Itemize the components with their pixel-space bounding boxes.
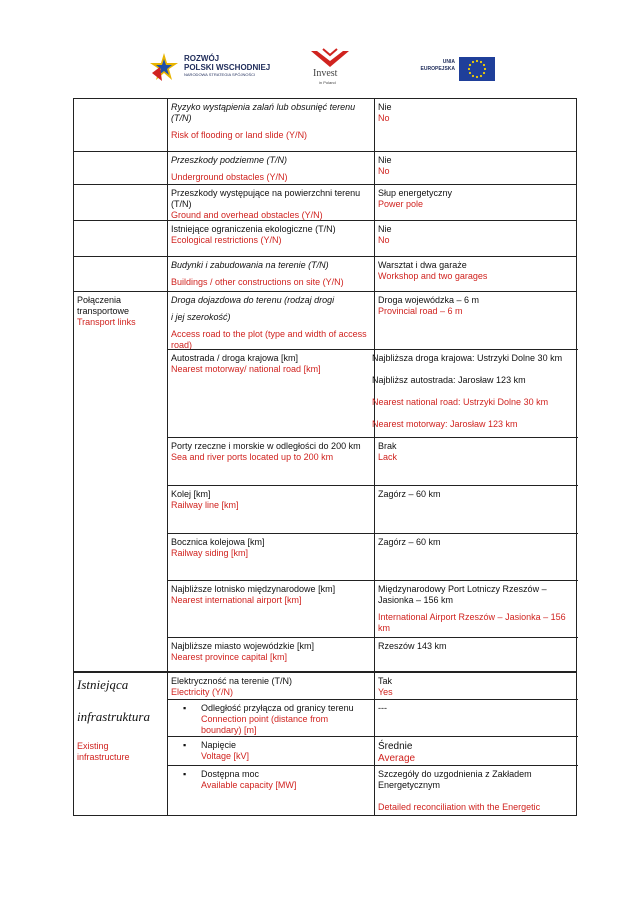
- motorway-value-pl-2: Najbliższ autostrada: Jarosław 123 km: [372, 375, 526, 385]
- table-row-airport: [167, 580, 578, 637]
- flood-risk-label-pl: Ryzyko wystąpienia zalań lub obsunięć terenu (T/N): [171, 102, 356, 123]
- connection-label-pl: ▪ Odległość przyłącza od granicy terenu: [171, 703, 371, 714]
- surface-obstacles-value-en: Power pole: [378, 199, 424, 209]
- capacity-label-pl: ▪ Dostępna moc: [171, 769, 371, 780]
- logo2-sub: in Poland: [319, 80, 336, 85]
- buildings-label-en: Buildings / other constructions on site (Y/N): [171, 277, 344, 287]
- buildings-label-pl: Budynki i zabudowania na terenie (T/N): [171, 260, 329, 270]
- motorway-label-pl: Autostrada / droga krajowa [km]: [171, 353, 299, 363]
- table-row-ports: [167, 437, 578, 485]
- table-row-province-capital: [167, 637, 578, 671]
- ecological-label-en: Ecological restrictions (Y/N): [171, 235, 282, 245]
- capital-value-pl: Rzeszów 143 km: [378, 641, 447, 651]
- ecological-label-pl: Istniejące ograniczenia ekologiczne (T/N): [171, 224, 336, 234]
- underground-label-pl: Przeszkody podziemne (T/N): [171, 155, 288, 165]
- infrastructure-section-label-pl-2: infrastruktura: [77, 709, 150, 724]
- ports-label-en: Sea and river ports located up to 200 km: [171, 452, 334, 462]
- siding-value-pl: Zagórz – 60 km: [378, 537, 441, 547]
- table-row-voltage: [167, 736, 578, 765]
- buildings-value-pl: Warsztat i dwa garaże: [378, 260, 467, 270]
- header-logos: [0, 0, 638, 96]
- table-row-flood-risk: [74, 99, 576, 151]
- invest-swoosh-icon: [303, 47, 357, 69]
- table-row-buildings: [74, 256, 576, 291]
- rozwoj-polski-wschodniej-logo: [148, 51, 288, 85]
- flood-risk-value-pl: Nie: [378, 102, 392, 112]
- capital-label-pl: Najbliższe miasto wojewódzkie [km]: [171, 641, 315, 651]
- unia-europejska-logo: [415, 57, 495, 83]
- logo1-line2: POLSKI WSCHODNIEJ: [184, 63, 271, 72]
- underground-value-en: No: [378, 166, 390, 176]
- ports-value-en: Lack: [378, 452, 398, 462]
- motorway-value-en-2: Nearest motorway: Jarosław 123 km: [372, 419, 518, 429]
- access-road-label-en: Access road to the plot (type and width of access road): [171, 329, 367, 349]
- table-row-railway-siding: [167, 533, 578, 580]
- logo1-line3: NARODOWA STRATEGIA SPÓJNOŚCI: [184, 72, 256, 77]
- capital-label-en: Nearest province capital [km]: [171, 652, 288, 662]
- ecological-value-en: No: [378, 235, 390, 245]
- capacity-value-pl: Szczegóły do uzgodnienia z Zakładem Energetycznym: [378, 769, 532, 790]
- table-row-access-road: [74, 291, 576, 349]
- eu-flag-icon: [459, 57, 495, 81]
- surface-obstacles-value-pl: Słup energetyczny: [378, 188, 453, 198]
- voltage-label-en: Voltage [kV]: [201, 751, 250, 761]
- transport-section-label-en: Transport links: [77, 317, 136, 327]
- airport-label-en: Nearest international airport [km]: [171, 595, 302, 605]
- logo2-main: Invest: [313, 68, 338, 79]
- airport-value-en: International Airport Rzeszów – Jasionka – 156 km: [378, 612, 566, 633]
- access-road-label-pl-2: i jej szerokość): [171, 312, 231, 322]
- motorway-value-en-1: Nearest national road: Ustrzyki Dolne 30 km: [372, 397, 549, 407]
- voltage-label-pl: ▪ Napięcie: [171, 740, 371, 751]
- capacity-label-en: Available capacity [MW]: [201, 780, 297, 790]
- investment-site-table: [73, 98, 577, 816]
- capacity-value-en: Detailed reconciliation with the Energetic: [378, 802, 541, 812]
- table-row-ecological-restrictions: [74, 220, 576, 256]
- motorway-value-pl-1: Najbliższa droga krajowa: Ustrzyki Dolne 30 km: [372, 353, 563, 363]
- logo3-line2: EUROPEJSKA: [420, 66, 455, 72]
- voltage-value-en: Average: [378, 753, 416, 764]
- transport-section-label-pl-1: Połączenia: [77, 295, 122, 305]
- electricity-value-en: Yes: [378, 687, 393, 697]
- connection-value-pl: ---: [378, 703, 387, 713]
- underground-label-en: Underground obstacles (Y/N): [171, 172, 288, 182]
- electricity-value-pl: Tak: [378, 676, 393, 686]
- railway-label-en: Railway line [km]: [171, 500, 239, 510]
- siding-label-en: Railway siding [km]: [171, 548, 249, 558]
- siding-label-pl: Bocznica kolejowa [km]: [171, 537, 265, 547]
- electricity-label-en: Electricity (Y/N): [171, 687, 234, 697]
- access-road-label-pl-1: Droga dojazdowa do terenu (rodzaj drogi: [171, 295, 335, 305]
- flood-risk-label-en: Risk of flooding or land slide (Y/N): [171, 130, 308, 140]
- railway-label-pl: Kolej [km]: [171, 489, 211, 499]
- logo3-line1: UNIA: [442, 59, 455, 65]
- voltage-value-pl: Średnie: [378, 741, 413, 752]
- table-row-available-capacity: [167, 765, 578, 815]
- electricity-label-pl: Elektryczność na terenie (T/N): [171, 676, 293, 686]
- motorway-label-en: Nearest motorway/ national road [km]: [171, 364, 321, 374]
- infrastructure-section-label-pl-1: Istniejąca: [77, 677, 129, 692]
- access-road-value-en: Provincial road – 6 m: [378, 306, 463, 316]
- table-row-railway: [167, 485, 578, 533]
- surface-obstacles-label-pl: Przeszkody występujące na powierzchni terenu (T/N): [171, 188, 361, 209]
- infrastructure-section-label-en-2: infrastructure: [77, 752, 130, 762]
- airport-label-pl: Najbliższe lotnisko międzynarodowe [km]: [171, 584, 336, 594]
- transport-section-label-pl-2: transportowe: [77, 306, 130, 316]
- buildings-value-en: Workshop and two garages: [378, 271, 488, 281]
- connection-label-en: Connection point (distance from boundary) [m]: [201, 714, 329, 735]
- table-row-underground-obstacles: [74, 151, 576, 184]
- surface-obstacles-label-en: Ground and overhead obstacles (Y/N): [171, 210, 323, 220]
- flood-risk-value-en: No: [378, 113, 390, 123]
- underground-value-pl: Nie: [378, 155, 392, 165]
- infrastructure-section-label-en-1: Existing: [77, 741, 109, 751]
- ecological-value-pl: Nie: [378, 224, 392, 234]
- table-row-surface-obstacles: [74, 184, 576, 220]
- railway-value-pl: Zagórz – 60 km: [378, 489, 441, 499]
- logo1-line1: ROZWÓJ: [184, 54, 220, 63]
- access-road-value-pl: Droga wojewódzka – 6 m: [378, 295, 480, 305]
- invest-in-poland-logo: [303, 47, 357, 91]
- ports-label-pl: Porty rzeczne i morskie w odległości do 200 km: [171, 441, 361, 451]
- star-emblem-icon: [148, 51, 180, 83]
- table-row-motorway: [167, 349, 578, 437]
- airport-value-pl: Międzynarodowy Port Lotniczy Rzeszów – Jasionka – 156 km: [378, 584, 547, 605]
- ports-value-pl: Brak: [378, 441, 397, 451]
- table-row-connection-point: [167, 699, 578, 736]
